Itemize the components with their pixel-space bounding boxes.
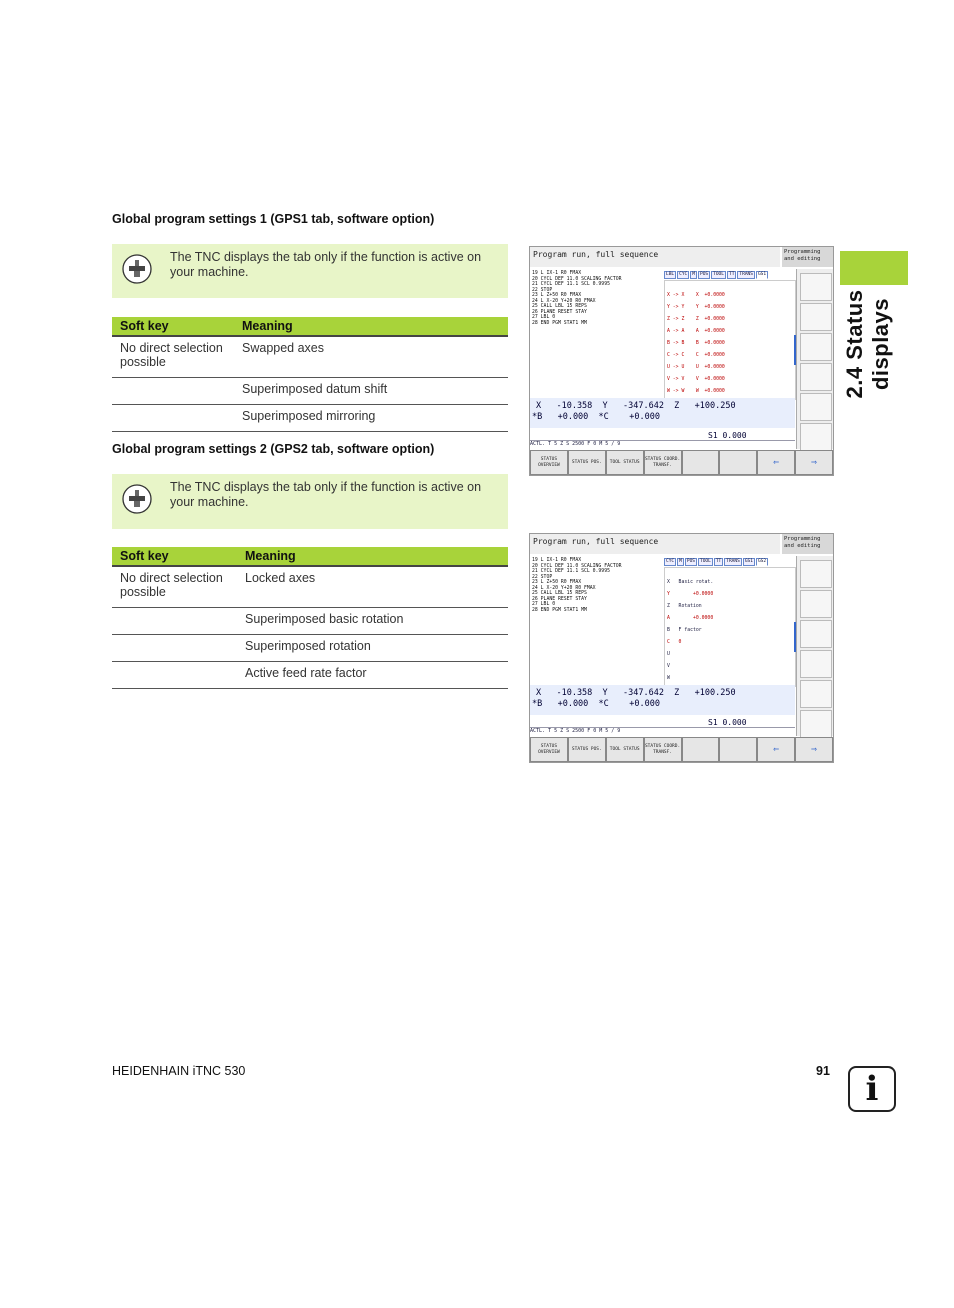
header-soft-key: Soft key xyxy=(112,317,234,336)
position-display xyxy=(530,398,795,428)
mode-indicator: Programming and editing xyxy=(782,534,833,554)
status-bar: ACTL. T 5 Z S 2500 F 0 M 5 / 9 xyxy=(530,440,795,449)
header-meaning: Meaning xyxy=(237,547,508,566)
status-overview-softkey[interactable]: STATUS OVERVIEW xyxy=(530,737,568,762)
softkey-row xyxy=(530,450,833,475)
gps2-row: B F factor xyxy=(667,628,702,633)
spindle-display: S1 0.000 xyxy=(708,718,747,727)
gps1-row: B -> B B +0.0000 xyxy=(667,341,725,346)
program-line: 22 STOP xyxy=(532,574,553,580)
tab-lbl[interactable]: LBL xyxy=(666,272,675,277)
spindle-display: S1 0.000 xyxy=(708,431,747,440)
tab-pos[interactable]: POS xyxy=(700,272,709,277)
section2-note-text: The TNC displays the tab only if the function is active on your machine. xyxy=(170,480,482,509)
softkey-cell: No direct selection possible xyxy=(112,336,234,378)
program-line: 24 L X-20 Y+20 R0 FMAX xyxy=(532,298,596,304)
table-row xyxy=(112,336,508,378)
table-row xyxy=(112,608,508,635)
section2-table xyxy=(112,547,508,689)
gps1-row: V -> V V +0.0000 xyxy=(667,377,725,382)
section1-note-text: The TNC displays the tab only if the function is active on your machine. xyxy=(170,250,482,279)
info-letter: i xyxy=(865,1069,879,1109)
empty-softkey[interactable] xyxy=(719,737,757,762)
position-line: *B +0.000 *C +0.000 xyxy=(532,412,660,422)
machine-softkey-bar xyxy=(796,269,834,449)
program-line: 21 CYCL DEF 11.1 SCL 0.9995 xyxy=(532,282,610,287)
softkey-cell xyxy=(112,405,234,432)
program-line: 24 L X-20 Y+20 R0 FMAX xyxy=(532,585,596,591)
position-line: *B +0.000 *C +0.000 xyxy=(532,699,660,709)
machine-key[interactable] xyxy=(800,423,832,451)
table-header xyxy=(112,547,508,566)
mode-indicator: Programming and editing xyxy=(782,247,833,267)
program-line: 27 LBL 0 xyxy=(532,315,556,320)
program-line: 26 PLANE RESET STAY xyxy=(532,309,587,315)
gps1-row: W -> W W +0.0000 xyxy=(667,389,725,394)
program-line: 19 L IX-1 R0 FMAX xyxy=(532,271,582,276)
program-line: 26 PLANE RESET STAY xyxy=(532,596,587,602)
table-row xyxy=(112,566,508,608)
arrow-right-icon: ⇒ xyxy=(811,743,818,755)
tool-status-softkey[interactable]: TOOL STATUS xyxy=(606,737,644,762)
info-icon xyxy=(848,1066,896,1112)
empty-softkey[interactable] xyxy=(719,450,757,475)
program-line: 27 LBL 0 xyxy=(532,602,556,607)
empty-softkey[interactable] xyxy=(682,737,720,762)
machine-key[interactable] xyxy=(800,590,832,618)
program-line: 25 CALL LBL 15 REPS xyxy=(532,591,587,596)
status-coord-softkey[interactable]: STATUS COORD. TRANSF. xyxy=(644,737,682,762)
status-tabs xyxy=(664,271,794,279)
gps1-row: X -> X X +0.0000 xyxy=(667,293,725,298)
meaning-cell: Active feed rate factor xyxy=(237,662,508,689)
page-left-softkey[interactable] xyxy=(757,737,795,762)
gps1-panel xyxy=(664,280,796,400)
machine-key[interactable] xyxy=(800,680,832,708)
tab-tt[interactable]: TT xyxy=(715,559,722,564)
softkey-cell xyxy=(112,635,237,662)
program-line: 23 L Z+50 R0 FMAX xyxy=(532,293,582,298)
section2-title: Global program settings 2 (GPS2 tab, software option) xyxy=(112,442,435,456)
page-left-softkey[interactable] xyxy=(757,450,795,475)
program-line: 21 CYCL DEF 11.1 SCL 0.9995 xyxy=(532,569,610,574)
status-coord-softkey[interactable]: STATUS COORD. TRANSF. xyxy=(644,450,682,475)
position-display xyxy=(530,685,795,715)
chapter-title: 2.4 Status displays xyxy=(842,289,893,399)
machine-key[interactable] xyxy=(800,620,832,648)
gps2-row: W xyxy=(667,676,670,681)
header-meaning: Meaning xyxy=(234,317,508,336)
softkey-row xyxy=(530,737,833,762)
gps2-row: Z Rotation xyxy=(667,604,702,609)
program-line: 20 CYCL DEF 11.0 SCALING FACTOR xyxy=(532,276,622,282)
meaning-cell: Superimposed rotation xyxy=(237,635,508,662)
table-row xyxy=(112,662,508,689)
softkey-cell xyxy=(112,662,237,689)
meaning-cell: Swapped axes xyxy=(234,336,508,378)
tab-trans[interactable]: TRANS xyxy=(739,272,753,277)
machine-softkey-bar xyxy=(796,556,834,736)
softkey-cell xyxy=(112,378,234,405)
program-line: 22 STOP xyxy=(532,287,553,293)
machine-note-icon xyxy=(122,254,152,284)
gps1-row: U -> U U +0.0000 xyxy=(667,365,725,370)
table-row xyxy=(112,635,508,662)
gps1-row: C -> C C +0.0000 xyxy=(667,353,725,358)
meaning-cell: Locked axes xyxy=(237,566,508,608)
tab-m[interactable]: M xyxy=(692,272,695,277)
status-pos-softkey[interactable]: STATUS POS. xyxy=(568,450,606,475)
gps1-row: A -> A A +0.0000 xyxy=(667,329,725,334)
meaning-cell: Superimposed datum shift xyxy=(234,378,508,405)
program-line: 25 CALL LBL 15 REPS xyxy=(532,304,587,309)
gps2-row: A +0.0000 xyxy=(667,616,714,621)
tab-tool[interactable]: TOOL xyxy=(713,272,724,277)
page-right-softkey[interactable] xyxy=(795,737,833,762)
screen-title: Program run, full sequence xyxy=(530,247,780,267)
scroll-indicator xyxy=(794,622,796,652)
meaning-cell: Superimposed basic rotation xyxy=(237,608,508,635)
section1-title: Global program settings 1 (GPS1 tab, software option) xyxy=(112,212,435,226)
machine-key[interactable] xyxy=(800,560,832,588)
tab-tt[interactable]: TT xyxy=(728,272,735,277)
program-line: 28 END PGM STAT1 MM xyxy=(532,607,587,613)
tab-cyc[interactable]: CYC xyxy=(666,559,675,564)
scroll-indicator xyxy=(794,335,796,365)
arrow-left-icon: ⇐ xyxy=(773,743,780,755)
machine-key[interactable] xyxy=(800,393,832,421)
section2-note xyxy=(112,474,508,529)
position-line: X -10.358 Y -347.642 Z +100.250 xyxy=(536,688,736,698)
tnc-screenshot-gps1 xyxy=(529,246,834,476)
tab-tool[interactable]: TOOL xyxy=(700,559,711,564)
gps1-row: Y -> Y Y +0.0000 xyxy=(667,305,725,310)
machine-key[interactable] xyxy=(800,710,832,738)
table-row xyxy=(112,378,508,405)
program-line: 19 L IX-1 R0 FMAX xyxy=(532,558,582,563)
program-line: 20 CYCL DEF 11.0 SCALING FACTOR xyxy=(532,563,622,569)
tool-status-softkey[interactable]: TOOL STATUS xyxy=(606,450,644,475)
machine-key[interactable] xyxy=(800,333,832,361)
arrow-right-icon: ⇒ xyxy=(811,456,818,468)
program-listing xyxy=(532,558,662,613)
page-right-softkey[interactable] xyxy=(795,450,833,475)
tab-gs1[interactable]: GS1 xyxy=(757,272,767,277)
tnc-screenshot-gps2 xyxy=(529,533,834,763)
gps2-row: X Basic rotat. xyxy=(667,580,714,585)
machine-note-icon xyxy=(122,484,152,514)
softkey-cell xyxy=(112,608,237,635)
gps2-panel xyxy=(664,567,796,687)
screen-title: Program run, full sequence xyxy=(530,534,780,554)
tab-trans[interactable]: TRANS xyxy=(726,559,740,564)
machine-key[interactable] xyxy=(800,303,832,331)
status-bar: ACTL. T 5 Z S 2500 F 0 M 5 / 9 xyxy=(530,727,795,736)
machine-key[interactable] xyxy=(800,273,832,301)
gps2-row: C 0 xyxy=(667,640,682,645)
table-header xyxy=(112,317,508,336)
gps2-row: Y +0.0000 xyxy=(667,592,714,597)
gps2-row: U xyxy=(667,652,670,657)
position-line: X -10.358 Y -347.642 Z +100.250 xyxy=(536,401,736,411)
program-listing xyxy=(532,271,662,326)
softkey-cell: No direct selection possible xyxy=(112,566,237,608)
section1-note xyxy=(112,244,508,298)
program-line: 28 END PGM STAT1 MM xyxy=(532,320,587,326)
section1-table xyxy=(112,317,508,432)
footer-product: HEIDENHAIN iTNC 530 xyxy=(112,1064,246,1078)
status-overview-softkey[interactable]: STATUS OVERVIEW xyxy=(530,450,568,475)
empty-softkey[interactable] xyxy=(682,450,720,475)
gps2-row: V xyxy=(667,664,670,669)
arrow-left-icon: ⇐ xyxy=(773,456,780,468)
machine-key[interactable] xyxy=(800,363,832,391)
program-line: 23 L Z+50 R0 FMAX xyxy=(532,580,582,585)
meaning-cell: Superimposed mirroring xyxy=(234,405,508,432)
table-row xyxy=(112,405,508,432)
tab-gs2[interactable]: GS2 xyxy=(757,559,767,564)
machine-key[interactable] xyxy=(800,650,832,678)
tab-gs1[interactable]: GS1 xyxy=(744,559,753,564)
page-number: 91 xyxy=(816,1064,830,1078)
status-tabs xyxy=(664,558,794,566)
tab-m[interactable]: M xyxy=(679,559,682,564)
tab-cyc[interactable]: CYC xyxy=(679,272,688,277)
gps1-row: Z -> Z Z +0.0000 xyxy=(667,317,725,322)
status-pos-softkey[interactable]: STATUS POS. xyxy=(568,737,606,762)
header-soft-key: Soft key xyxy=(112,547,237,566)
tab-pos[interactable]: POS xyxy=(686,559,695,564)
